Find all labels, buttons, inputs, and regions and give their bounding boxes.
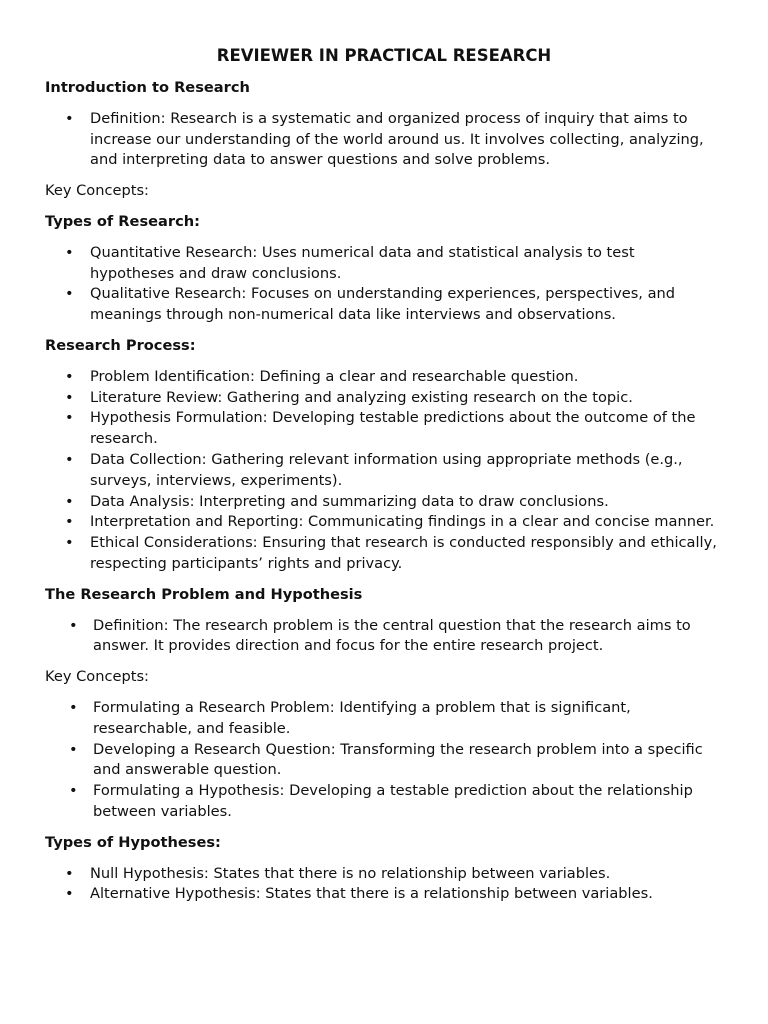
bullet-icon: • (69, 616, 78, 634)
bullet-icon: • (65, 243, 74, 261)
list-item (45, 884, 723, 905)
heading-research-problem: The Research Problem and Hypothesis (45, 585, 363, 603)
list-item-text: Formulating a Hypothesis: Developing a testable prediction about the relationship between variables. (93, 782, 693, 820)
heading-types-of-research: Types of Research: (45, 212, 200, 230)
list-item (45, 698, 723, 740)
list-item-text: Definition: Research is a systematic and organized process of inquiry that aims to increase our understanding of the world around us. It involves collecting, analyzing, and interpreting data to answer questions and solve problems. (90, 109, 704, 169)
list-item (45, 450, 723, 492)
list-item (45, 864, 723, 885)
list-item-text: Problem Identification: Defining a clear and researchable question. (90, 367, 579, 385)
list-item-text: Ethical Considerations: Ensuring that research is conducted responsibly and ethically, respecting participants’ rights and privacy. (90, 534, 717, 572)
list-item (45, 533, 723, 575)
bullet-icon: • (69, 740, 78, 758)
bullet-icon: • (65, 388, 74, 406)
bullet-icon: • (65, 885, 74, 903)
list-item-text: Data Analysis: Interpreting and summarizing data to draw conclusions. (90, 492, 609, 510)
list-item (45, 492, 723, 513)
bullet-icon: • (65, 285, 74, 303)
bullet-icon: • (65, 450, 74, 468)
heading-introduction: Introduction to Research (45, 79, 250, 96)
bullet-icon: • (65, 409, 74, 427)
bullet-icon: • (65, 864, 74, 882)
list-item (45, 109, 723, 171)
list-item-text: Quantitative Research: Uses numerical data and statistical analysis to test hypotheses and draw conclusions. (90, 243, 635, 282)
list-item-text: Definition: The research problem is the central question that the research aims to answer. It provides direction and focus for the entire research project. (93, 616, 691, 655)
heading-types-of-hypotheses: Types of Hypotheses: (45, 833, 221, 851)
list-item (45, 243, 723, 285)
list-item-text: Alternative Hypothesis: States that there is a relationship between variables. (90, 885, 653, 903)
bullet-icon: • (65, 367, 74, 385)
bullet-icon: • (65, 492, 74, 510)
key-concepts-label: Key Concepts: (45, 182, 149, 200)
research-problem-list (45, 616, 723, 658)
types-of-hypotheses-list (45, 864, 723, 906)
bullet-icon: • (65, 109, 74, 127)
list-item-text: Qualitative Research: Focuses on understanding experiences, perspectives, and meanings through non-numerical data like interviews and observations. (90, 285, 676, 324)
list-item-text: Interpretation and Reporting: Communicating findings in a clear and concise manner. (90, 513, 715, 531)
list-item-text: Developing a Research Question: Transforming the research problem into a specific and answerable question. (93, 740, 703, 779)
bullet-icon: • (65, 513, 74, 531)
key-concepts-label: Key Concepts: (45, 668, 149, 686)
list-item (45, 388, 723, 409)
list-item-text: Formulating a Research Problem: Identifying a problem that is significant, researchable, and feasible. (93, 698, 631, 737)
bullet-icon: • (65, 534, 74, 552)
types-of-research-list (45, 243, 723, 326)
list-item-text: Literature Review: Gathering and analyzing existing research on the topic. (90, 388, 633, 406)
list-item-text: Null Hypothesis: States that there is no relationship between variables. (90, 864, 611, 882)
list-item (45, 740, 723, 782)
research-process-list (45, 367, 723, 575)
bullet-icon: • (69, 782, 78, 800)
list-item (45, 408, 723, 450)
key-concepts-list (45, 698, 723, 823)
list-item (45, 781, 723, 823)
list-item (45, 616, 723, 658)
list-item (45, 284, 723, 326)
list-item-text: Data Collection: Gathering relevant information using appropriate methods (e.g., surveys, interviews, experiments). (90, 450, 683, 489)
bullet-icon: • (69, 698, 78, 716)
list-item (45, 512, 723, 533)
intro-list (45, 109, 723, 171)
heading-research-process: Research Process: (45, 336, 196, 354)
list-item (45, 367, 723, 388)
document-title: REVIEWER IN PRACTICAL RESEARCH (216, 46, 552, 65)
list-item-text: Hypothesis Formulation: Developing testable predictions about the outcome of the research. (90, 409, 696, 448)
